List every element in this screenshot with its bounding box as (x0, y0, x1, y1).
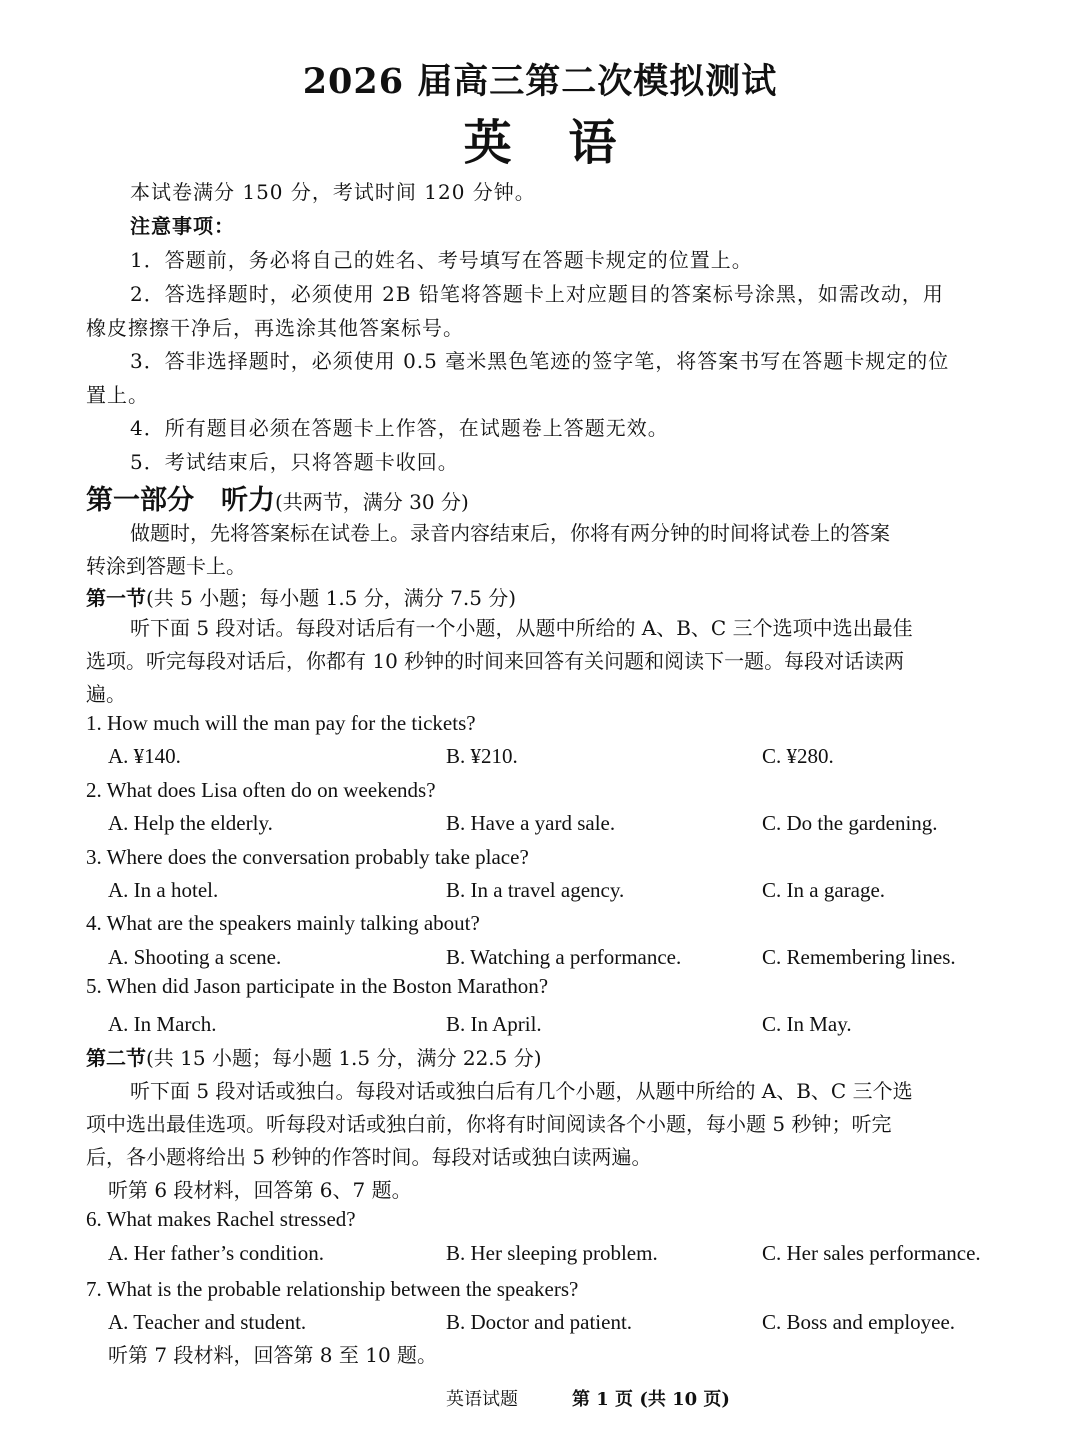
exam-title: 2026 届高三第二次模拟测试 (302, 61, 778, 102)
notice-4: 4．所有题目必须在答题卡上作答，在试题卷上答题无效。 (130, 416, 669, 440)
section2-subtitle: (共 15 小题；每小题 1.5 分，满分 22.5 分) (146, 1046, 542, 1070)
q1-option-b: B. ¥210. (446, 744, 518, 768)
q2-option-b: B. Have a yard sale. (446, 811, 616, 835)
section1-heading (86, 582, 516, 611)
q4-option-b: B. Watching a performance. (446, 945, 682, 969)
part1-heading (86, 478, 469, 517)
subject-title: 英 语 (463, 115, 617, 171)
part1-desc-b: 转涂到答题卡上。 (86, 554, 246, 578)
score-line: 本试卷满分 150 分，考试时间 120 分钟。 (130, 180, 536, 204)
q5-option-a: A. In March. (108, 1012, 217, 1036)
notice-3b: 置上。 (86, 383, 149, 407)
q3-option-a: A. In a hotel. (108, 878, 219, 902)
q6-option-b: B. Her sleeping problem. (446, 1241, 658, 1265)
section1-title: 第一节 (86, 586, 146, 610)
question-7: 7. What is the probable relationship between the speakers? (86, 1277, 579, 1301)
material-7-instruction: 听第 7 段材料，回答第 8 至 10 题。 (108, 1343, 438, 1367)
q6-option-a: A. Her father’s condition. (108, 1241, 324, 1265)
q5-option-c: C. In May. (762, 1012, 852, 1036)
footer-subject: 英语试题 (446, 1389, 518, 1410)
question-1: 1. How much will the man pay for the tickets? (86, 711, 476, 735)
section2-desc-a: 听下面 5 段对话或独白。每段对话或独白后有几个小题，从题中所给的 A、B、C 三个选 (130, 1079, 913, 1103)
part1-title: 第一部分 听力 (86, 485, 275, 516)
notice-2a: 2．答选择题时，必须使用 2B 铅笔将答题卡上对应题目的答案标号涂黑，如需改动，用 (130, 282, 944, 306)
section1-desc-c: 遍。 (86, 682, 126, 706)
notice-5: 5．考试结束后，只将答题卡收回。 (130, 450, 459, 474)
q7-option-a: A. Teacher and student. (108, 1310, 307, 1334)
q1-option-a: A. ¥140. (108, 744, 181, 768)
part1-subtitle: (共两节，满分 30 分) (275, 490, 469, 514)
q7-option-c: C. Boss and employee. (762, 1310, 956, 1334)
footer-page-number: 第 1 页 (共 10 页) (572, 1389, 730, 1410)
question-2: 2. What does Lisa often do on weekends? (86, 778, 436, 802)
q5-option-b: B. In April. (446, 1012, 542, 1036)
q2-option-a: A. Help the elderly. (108, 811, 273, 835)
q2-option-c: C. Do the gardening. (762, 811, 938, 835)
part1-desc-a: 做题时，先将答案标在试卷上。录音内容结束后，你将有两分钟的时间将试卷上的答案 (130, 521, 890, 545)
question-3: 3. Where does the conversation probably take place? (86, 845, 529, 869)
notice-1: 1．答题前，务必将自己的姓名、考号填写在答题卡规定的位置上。 (130, 248, 753, 272)
q6-option-c: C. Her sales performance. (762, 1241, 981, 1265)
material-6-instruction: 听第 6 段材料，回答第 6、7 题。 (108, 1178, 412, 1202)
q4-option-c: C. Remembering lines. (762, 945, 956, 969)
q1-option-c: C. ¥280. (762, 744, 834, 768)
q7-option-b: B. Doctor and patient. (446, 1310, 633, 1334)
section1-subtitle: (共 5 小题；每小题 1.5 分，满分 7.5 分) (146, 586, 517, 610)
question-4: 4. What are the speakers mainly talking about? (86, 911, 480, 935)
question-6: 6. What makes Rachel stressed? (86, 1207, 356, 1231)
section1-desc-b: 选项。听完每段对话后，你都有 10 秒钟的时间来回答有关问题和阅读下一题。每段对话读两 (86, 649, 905, 673)
section2-title: 第二节 (86, 1046, 146, 1070)
notice-3a: 3．答非选择题时，必须使用 0.5 毫米黑色笔迹的签字笔，将答案书写在答题卡规定的位 (130, 349, 950, 373)
notice-title: 注意事项： (130, 214, 235, 238)
section2-heading (86, 1042, 542, 1071)
q3-option-c: C. In a garage. (762, 878, 886, 902)
section2-desc-c: 后，各小题将给出 5 秒钟的作答时间。每段对话或独白读两遍。 (86, 1145, 652, 1169)
question-5: 5. When did Jason participate in the Boston Marathon? (86, 974, 549, 998)
q3-option-b: B. In a travel agency. (446, 878, 625, 902)
notice-2b: 橡皮擦擦干净后，再选涂其他答案标号。 (86, 316, 464, 340)
section1-desc-a: 听下面 5 段对话。每段对话后有一个小题，从题中所给的 A、B、C 三个选项中选出最佳 (130, 616, 913, 640)
q4-option-a: A. Shooting a scene. (108, 945, 282, 969)
section2-desc-b: 项中选出最佳选项。听每段对话或独白前，你将有时间阅读各个小题，每小题 5 秒钟；听完 (86, 1112, 892, 1136)
